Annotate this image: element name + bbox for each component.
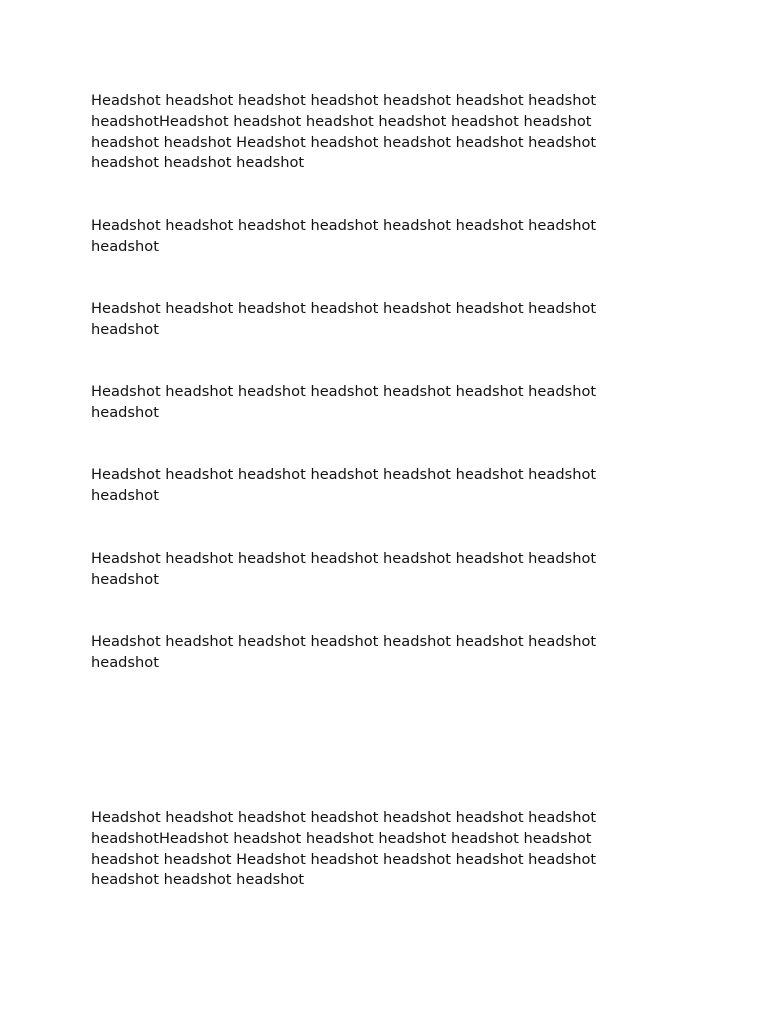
paragraph-line: headshot <box>91 403 159 421</box>
paragraph-line: headshotHeadshot headshot headshot headshot headshot headshot <box>91 112 592 130</box>
paragraph-line: headshot <box>91 570 159 588</box>
paragraph-5 <box>91 465 631 507</box>
paragraph-4 <box>91 382 631 424</box>
paragraph-line: headshot headshot Headshot headshot headshot headshot headshot <box>91 850 597 868</box>
paragraph-2 <box>91 216 631 258</box>
paragraph-line: Headshot headshot headshot headshot headshot headshot headshot <box>91 466 597 483</box>
paragraph-line: headshot headshot Headshot headshot headshot headshot headshot <box>91 133 597 151</box>
paragraph-6 <box>91 549 631 591</box>
paragraph-line: Headshot headshot headshot headshot headshot headshot headshot <box>91 809 597 826</box>
paragraph-line: headshot headshot headshot <box>91 871 305 889</box>
paragraph-line: headshot headshot headshot <box>91 154 305 172</box>
paragraph-7 <box>91 632 631 674</box>
paragraph-3 <box>91 299 631 341</box>
paragraph-line: Headshot headshot headshot headshot headshot headshot headshot <box>91 383 597 400</box>
paragraph-line: headshot <box>91 653 159 671</box>
paragraph-8 <box>91 808 631 891</box>
paragraph-line: Headshot headshot headshot headshot headshot headshot headshot <box>91 92 597 109</box>
paragraph-line: Headshot headshot headshot headshot headshot headshot headshot <box>91 633 597 650</box>
paragraph-line: Headshot headshot headshot headshot headshot headshot headshot <box>91 550 597 567</box>
paragraph-line: headshotHeadshot headshot headshot headshot headshot headshot <box>91 829 592 847</box>
paragraph-line: headshot <box>91 486 159 504</box>
paragraph-line: Headshot headshot headshot headshot headshot headshot headshot <box>91 217 597 234</box>
paragraph-line: headshot <box>91 237 159 255</box>
paragraph-line: headshot <box>91 320 159 338</box>
paragraph-line: Headshot headshot headshot headshot headshot headshot headshot <box>91 300 597 317</box>
paragraph-1 <box>91 91 631 174</box>
